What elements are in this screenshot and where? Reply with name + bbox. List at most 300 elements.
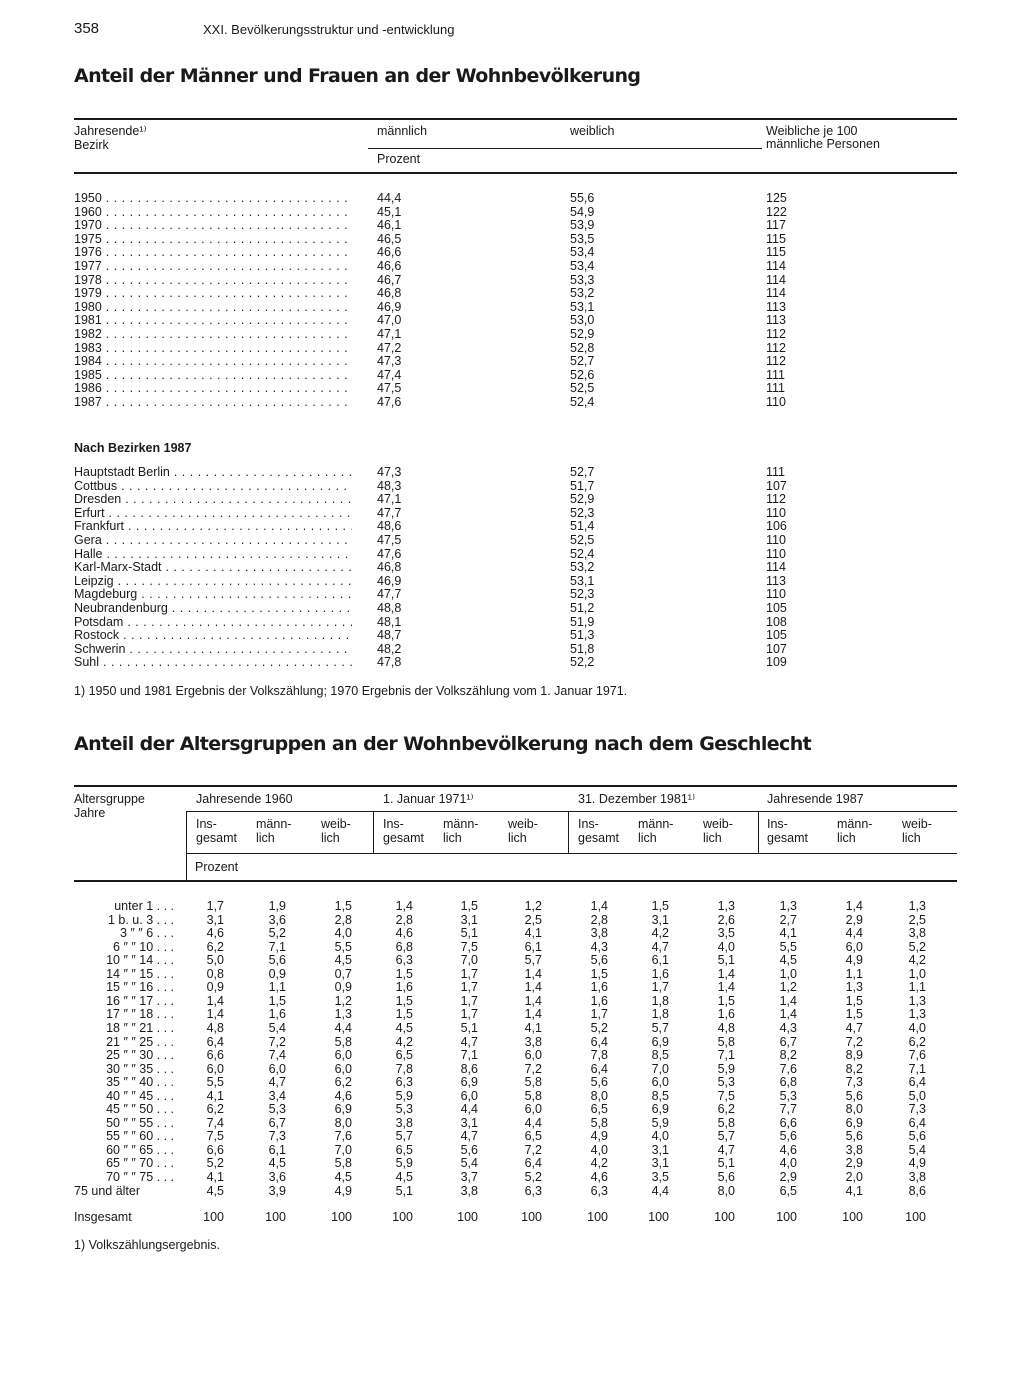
cell-value: 5,6	[845, 1088, 863, 1103]
total-value: 100	[392, 1210, 413, 1224]
cell-value: 7,7	[779, 1102, 797, 1117]
cell-value: 4,9	[590, 1129, 608, 1144]
cell-value: 5,8	[334, 1156, 352, 1171]
row-label: Frankfurt . . .	[74, 520, 352, 534]
cell-value: 5,7	[717, 1129, 735, 1144]
cell-value: 6,0	[206, 1061, 224, 1076]
ratio-value: 112	[766, 354, 786, 369]
cell-value: 5,3	[268, 1102, 286, 1117]
table2-divider-4	[758, 811, 759, 853]
table1-row	[0, 233, 1024, 247]
table2-subheader-weib-line1: weib-	[703, 817, 733, 831]
cell-value: 7,1	[268, 939, 286, 954]
row-label: Potsdam . . .	[74, 616, 352, 630]
age-label: 60 ″ ″ 65 . . .	[106, 1142, 174, 1157]
female-value: 52,9	[570, 492, 595, 507]
cell-value: 0,8	[206, 966, 224, 981]
table2-row	[0, 1117, 1024, 1131]
row-label: 1986 . . .	[74, 382, 352, 396]
age-label: 25 ″ ″ 30 . . .	[106, 1048, 174, 1063]
table2-subheader-weib-line1: weib-	[508, 817, 538, 831]
female-value: 52,9	[570, 327, 595, 341]
cell-value: 8,2	[845, 1061, 863, 1076]
age-label: 16 ″ ″ 17 . . .	[106, 993, 174, 1008]
cell-value: 1,5	[395, 993, 413, 1008]
table1-top-rule	[74, 118, 957, 120]
cell-value: 7,6	[779, 1061, 797, 1076]
cell-value: 4,7	[651, 939, 669, 954]
cell-value: 6,5	[395, 1048, 413, 1063]
cell-value: 1,7	[651, 980, 669, 995]
cell-value: 5,7	[524, 953, 542, 968]
cell-value: 5,1	[717, 953, 735, 968]
table2-subheader-ins-line1: Ins-	[196, 817, 217, 831]
table2-subheader-maenn-line1: männ-	[443, 817, 479, 831]
cell-value: 1,3	[908, 993, 926, 1008]
page-number: 358	[74, 20, 100, 37]
cell-value: 6,5	[590, 1102, 608, 1117]
table1-row	[0, 588, 1024, 602]
cell-value: 5,3	[395, 1102, 413, 1117]
cell-value: 1,4	[590, 899, 608, 913]
cell-value: 4,7	[717, 1142, 735, 1157]
cell-value: 1,3	[779, 899, 797, 913]
female-value: 52,2	[570, 655, 595, 670]
cell-value: 6,0	[845, 939, 863, 954]
cell-value: 2,9	[845, 912, 863, 927]
total-value: 100	[265, 1210, 286, 1224]
table2-group-1987: Jahresende 1987	[767, 792, 864, 806]
male-value: 46,6	[377, 245, 402, 260]
age-label: 15 ″ ″ 16 . . .	[106, 980, 174, 995]
cell-value: 1,7	[460, 993, 478, 1008]
table2-subheader-maenn-line2: lich	[638, 831, 657, 845]
cell-value: 5,6	[590, 1075, 608, 1090]
ratio-value: 112	[766, 327, 786, 341]
cell-value: 5,7	[651, 1020, 669, 1035]
cell-value: 7,3	[845, 1075, 863, 1090]
cell-value: 3,8	[524, 1034, 542, 1049]
cell-value: 4,6	[395, 926, 413, 941]
cell-value: 4,9	[334, 1183, 352, 1198]
cell-value: 1,3	[334, 1007, 352, 1022]
cell-value: 4,1	[524, 1020, 542, 1035]
ratio-value: 110	[766, 533, 786, 547]
total-value: 100	[905, 1210, 926, 1224]
cell-value: 2,8	[590, 912, 608, 927]
table1-row	[0, 629, 1024, 643]
male-value: 46,5	[377, 231, 402, 246]
age-label: 6 ″ ″ 10 . . .	[113, 939, 174, 954]
cell-value: 4,5	[206, 1183, 224, 1198]
table2-divider-3	[568, 811, 569, 853]
cell-value: 1,4	[717, 966, 735, 981]
cell-value: 1,3	[717, 899, 735, 913]
table2-row	[0, 1185, 1024, 1199]
table1-row	[0, 206, 1024, 220]
cell-value: 5,9	[717, 1061, 735, 1076]
cell-value: 6,5	[524, 1129, 542, 1144]
cell-value: 8,0	[717, 1183, 735, 1198]
row-label: 1977 . . .	[74, 260, 352, 274]
ratio-value: 125	[766, 191, 787, 205]
table1-row	[0, 314, 1024, 328]
cell-value: 5,5	[206, 1075, 224, 1090]
female-value: 52,7	[570, 465, 595, 479]
male-value: 47,1	[377, 327, 402, 341]
cell-value: 4,2	[651, 926, 669, 941]
female-value: 52,8	[570, 340, 595, 355]
table2-row	[0, 981, 1024, 995]
cell-value: 6,2	[334, 1075, 352, 1090]
cell-value: 6,3	[395, 1075, 413, 1090]
cell-value: 4,1	[845, 1183, 863, 1198]
cell-value: 7,6	[908, 1048, 926, 1063]
cell-value: 5,4	[268, 1020, 286, 1035]
cell-value: 4,1	[524, 926, 542, 941]
cell-value: 3,8	[908, 1170, 926, 1184]
ratio-value: 112	[766, 340, 786, 355]
table2-subheader-ins-line2: gesamt	[196, 831, 237, 845]
total-value: 100	[521, 1210, 542, 1224]
cell-value: 1,5	[590, 966, 608, 981]
row-label: Hauptstadt Berlin . . .	[74, 466, 352, 480]
table1-footnote: 1) 1950 und 1981 Ergebnis der Volkszählung; 1970 Ergebnis der Volkszählung vom 1. Januar 1971.	[74, 684, 628, 698]
cell-value: 7,5	[206, 1129, 224, 1144]
table2-row	[0, 1049, 1024, 1063]
total-value: 100	[776, 1210, 797, 1224]
female-value: 51,4	[570, 519, 595, 534]
table2-row	[0, 1063, 1024, 1077]
cell-value: 1,5	[845, 1007, 863, 1022]
table1-row	[0, 301, 1024, 315]
male-value: 48,6	[377, 519, 402, 534]
cell-value: 3,1	[651, 1156, 669, 1171]
male-value: 45,1	[377, 204, 402, 219]
ratio-value: 112	[766, 492, 786, 507]
table2-row	[0, 1171, 1024, 1185]
table1-row	[0, 602, 1024, 616]
table2-subheader-maenn-line1: männ-	[256, 817, 292, 831]
table1-row	[0, 643, 1024, 657]
cell-value: 5,5	[334, 939, 352, 954]
table2-subheader-ins-line2: gesamt	[578, 831, 619, 845]
cell-value: 6,5	[395, 1142, 413, 1157]
cell-value: 4,0	[651, 1129, 669, 1144]
table2-group-1981: 31. Dezember 1981¹⁾	[578, 792, 696, 806]
cell-value: 7,4	[206, 1115, 224, 1130]
age-label: 50 ″ ″ 55 . . .	[106, 1115, 174, 1130]
table1-col-female: weiblich	[570, 124, 615, 138]
female-value: 53,4	[570, 245, 595, 260]
table1-row	[0, 548, 1024, 562]
cell-value: 4,5	[334, 1170, 352, 1184]
age-label: 75 und älter	[74, 1183, 141, 1198]
male-value: 46,8	[377, 560, 402, 575]
table1-row	[0, 507, 1024, 521]
cell-value: 8,0	[334, 1115, 352, 1130]
table2-subheader-weib-line1: weib-	[902, 817, 932, 831]
cell-value: 2,7	[779, 912, 797, 927]
table2-footnote: 1) Volkszählungsergebnis.	[74, 1238, 220, 1252]
cell-value: 3,1	[651, 912, 669, 927]
cell-value: 5,6	[717, 1170, 735, 1184]
cell-value: 0,7	[334, 966, 352, 981]
row-label: Suhl . . .	[74, 656, 352, 670]
female-value: 52,6	[570, 367, 595, 382]
ratio-value: 114	[766, 286, 786, 301]
cell-value: 4,6	[206, 926, 224, 941]
table2-stub-header-2: Jahre	[74, 806, 106, 820]
cell-value: 1,5	[717, 993, 735, 1008]
female-value: 51,7	[570, 478, 595, 493]
cell-value: 5,2	[268, 926, 286, 941]
age-label: 30 ″ ″ 35 . . .	[106, 1061, 174, 1076]
total-value: 100	[714, 1210, 735, 1224]
table2-row	[0, 941, 1024, 955]
female-value: 53,3	[570, 272, 595, 287]
cell-value: 4,1	[206, 1088, 224, 1103]
table2-subheader-ins-line1: Ins-	[383, 817, 404, 831]
male-value: 48,3	[377, 478, 402, 493]
cell-value: 0,9	[268, 966, 286, 981]
cell-value: 4,4	[845, 926, 863, 941]
table1-stub-header-1: Jahresende¹⁾	[74, 124, 147, 138]
male-value: 46,8	[377, 286, 402, 301]
cell-value: 3,6	[268, 1170, 286, 1184]
cell-value: 3,5	[651, 1170, 669, 1184]
cell-value: 6,0	[334, 1061, 352, 1076]
table2-subheader-maenn-line2: lich	[837, 831, 856, 845]
table2-row	[0, 1103, 1024, 1117]
cell-value: 1,5	[395, 1007, 413, 1022]
cell-value: 2,9	[845, 1156, 863, 1171]
cell-value: 6,6	[779, 1115, 797, 1130]
table2-subheader-maenn-line1: männ-	[837, 817, 873, 831]
cell-value: 1,6	[590, 993, 608, 1008]
cell-value: 1,7	[206, 899, 224, 913]
cell-value: 1,5	[334, 899, 352, 913]
age-label: 45 ″ ″ 50 . . .	[106, 1102, 174, 1117]
male-value: 48,1	[377, 614, 402, 629]
cell-value: 4,7	[268, 1075, 286, 1090]
cell-value: 1,6	[268, 1007, 286, 1022]
table1-unit-rule	[368, 148, 762, 149]
cell-value: 4,6	[779, 1142, 797, 1157]
cell-value: 7,2	[524, 1142, 542, 1157]
table2-subheader-weib-line2: lich	[902, 831, 921, 845]
female-value: 53,1	[570, 299, 595, 314]
cell-value: 5,7	[395, 1129, 413, 1144]
cell-value: 4,5	[779, 953, 797, 968]
age-label: 35 ″ ″ 40 . . .	[106, 1075, 174, 1090]
cell-value: 6,2	[908, 1034, 926, 1049]
male-value: 47,6	[377, 395, 402, 409]
male-value: 46,7	[377, 272, 402, 287]
cell-value: 7,2	[524, 1061, 542, 1076]
table2-row	[0, 900, 1024, 914]
ratio-value: 114	[766, 560, 786, 575]
ratio-value: 114	[766, 259, 786, 273]
cell-value: 7,5	[717, 1088, 735, 1103]
cell-value: 5,1	[460, 1020, 478, 1035]
age-label: 17 ″ ″ 18 . . .	[106, 1007, 174, 1022]
table2-subheader-weib-line2: lich	[703, 831, 722, 845]
cell-value: 5,6	[268, 953, 286, 968]
table2-group-1971: 1. Januar 1971¹⁾	[383, 792, 474, 806]
table2-subheader-ins-line1: Ins-	[767, 817, 788, 831]
cell-value: 1,2	[524, 899, 542, 913]
female-value: 53,2	[570, 560, 595, 575]
cell-value: 6,3	[395, 953, 413, 968]
cell-value: 1,3	[908, 1007, 926, 1022]
row-label: Gera . . .	[74, 534, 352, 548]
cell-value: 1,9	[268, 899, 286, 913]
cell-value: 1,7	[460, 1007, 478, 1022]
table1-row	[0, 561, 1024, 575]
cell-value: 4,0	[717, 939, 735, 954]
age-label: 21 ″ ″ 25 . . .	[106, 1034, 174, 1049]
cell-value: 1,4	[524, 993, 542, 1008]
cell-value: 4,5	[395, 1170, 413, 1184]
table1-row	[0, 382, 1024, 396]
table2-divider-1	[186, 811, 187, 881]
cell-value: 1,4	[524, 1007, 542, 1022]
age-label: 1 b. u. 3 . . .	[107, 912, 174, 927]
cell-value: 1,0	[779, 966, 797, 981]
ratio-value: 110	[766, 587, 786, 602]
cell-value: 7,1	[460, 1048, 478, 1063]
cell-value: 7,8	[590, 1048, 608, 1063]
cell-value: 5,8	[524, 1088, 542, 1103]
table2-row	[0, 995, 1024, 1009]
cell-value: 4,6	[334, 1088, 352, 1103]
cell-value: 5,2	[524, 1170, 542, 1184]
cell-value: 3,4	[268, 1088, 286, 1103]
table2-title: Anteil der Altersgruppen an der Wohnbevölkerung nach dem Geschlecht	[74, 733, 812, 755]
table2-row	[0, 914, 1024, 928]
cell-value: 7,0	[334, 1142, 352, 1157]
age-label: 10 ″ ″ 14 . . .	[106, 953, 174, 968]
cell-value: 7,1	[908, 1061, 926, 1076]
cell-value: 6,4	[590, 1034, 608, 1049]
cell-value: 5,9	[395, 1088, 413, 1103]
row-label: Karl-Marx-Stadt . . .	[74, 561, 352, 575]
cell-value: 6,0	[524, 1102, 542, 1117]
cell-value: 4,9	[908, 1156, 926, 1171]
row-label: 1960 . . .	[74, 206, 352, 220]
table1-title: Anteil der Männer und Frauen an der Wohnbevölkerung	[74, 65, 641, 87]
cell-value: 1,1	[268, 980, 286, 995]
row-label: Neubrandenburg . . .	[74, 602, 352, 616]
male-value: 46,1	[377, 218, 402, 233]
table1-row	[0, 260, 1024, 274]
row-label: 1984 . . .	[74, 355, 352, 369]
cell-value: 5,1	[717, 1156, 735, 1171]
cell-value: 5,9	[395, 1156, 413, 1171]
cell-value: 6,6	[206, 1142, 224, 1157]
cell-value: 7,3	[268, 1129, 286, 1144]
cell-value: 6,9	[651, 1102, 669, 1117]
ratio-value: 117	[766, 218, 786, 233]
table2-divider-2	[373, 811, 374, 853]
cell-value: 8,6	[460, 1061, 478, 1076]
cell-value: 3,8	[908, 926, 926, 941]
cell-value: 7,3	[908, 1102, 926, 1117]
table1-row	[0, 493, 1024, 507]
male-value: 46,9	[377, 573, 402, 588]
female-value: 52,4	[570, 395, 595, 409]
cell-value: 5,6	[779, 1129, 797, 1144]
cell-value: 7,6	[334, 1129, 352, 1144]
table2-subheader-weib-line2: lich	[508, 831, 527, 845]
cell-value: 6,0	[268, 1061, 286, 1076]
age-label: 3 ″ ″ 6 . . .	[119, 926, 174, 941]
cell-value: 6,1	[524, 939, 542, 954]
table1-col-ratio-2: männliche Personen	[766, 137, 880, 151]
cell-value: 2,5	[524, 912, 542, 927]
cell-value: 4,0	[779, 1156, 797, 1171]
ratio-value: 111	[766, 381, 786, 396]
cell-value: 5,2	[590, 1020, 608, 1035]
table2-group-rule	[186, 811, 957, 812]
cell-value: 1,4	[206, 1007, 224, 1022]
total-value: 100	[648, 1210, 669, 1224]
cell-value: 1,8	[651, 1007, 669, 1022]
table2-subheader-ins-line2: gesamt	[383, 831, 424, 845]
row-label: Rostock . . .	[74, 629, 352, 643]
cell-value: 1,4	[524, 980, 542, 995]
table1-col-male: männlich	[377, 124, 428, 138]
cell-value: 1,3	[908, 899, 926, 913]
cell-value: 7,1	[717, 1048, 735, 1063]
ratio-value: 122	[766, 204, 787, 219]
cell-value: 3,1	[460, 912, 478, 927]
table2-row	[0, 1130, 1024, 1144]
row-label: 1983 . . .	[74, 342, 352, 356]
ratio-value: 113	[766, 313, 786, 328]
table2-row	[0, 1036, 1024, 1050]
table1-row	[0, 246, 1024, 260]
cell-value: 6,9	[651, 1034, 669, 1049]
table2-subheader-weib-line1: weib-	[321, 817, 351, 831]
female-value: 53,2	[570, 286, 595, 301]
table2-row	[0, 1157, 1024, 1171]
cell-value: 3,1	[651, 1142, 669, 1157]
ratio-value: 115	[766, 231, 786, 246]
cell-value: 6,7	[268, 1115, 286, 1130]
cell-value: 1,2	[334, 993, 352, 1008]
running-title: XXI. Bevölkerungsstruktur und -entwicklung	[203, 22, 455, 37]
female-value: 53,5	[570, 231, 595, 246]
male-value: 47,6	[377, 546, 402, 561]
cell-value: 5,0	[206, 953, 224, 968]
cell-value: 4,2	[395, 1034, 413, 1049]
female-value: 51,3	[570, 628, 595, 643]
cell-value: 3,8	[590, 926, 608, 941]
cell-value: 1,3	[845, 980, 863, 995]
table1-row	[0, 287, 1024, 301]
cell-value: 4,4	[334, 1020, 352, 1035]
row-label: 1987 . . .	[74, 396, 352, 410]
total-value: 100	[203, 1210, 224, 1224]
row-label: 1982 . . .	[74, 328, 352, 342]
row-label: 1981 . . .	[74, 314, 352, 328]
cell-value: 3,8	[395, 1115, 413, 1130]
table2-total-label: Insgesamt	[74, 1210, 132, 1224]
ratio-value: 110	[766, 505, 786, 520]
cell-value: 5,3	[779, 1088, 797, 1103]
